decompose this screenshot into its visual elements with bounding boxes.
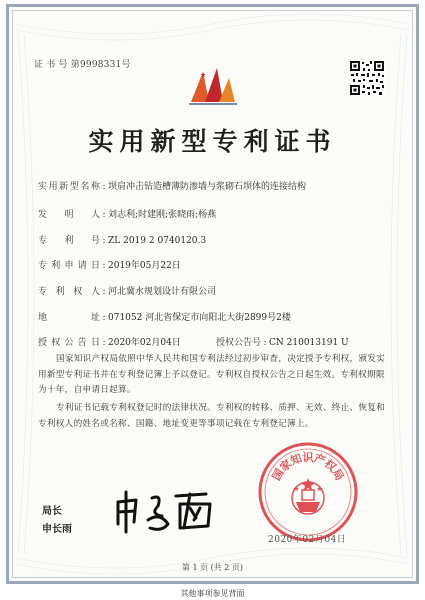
field-grant-date: 授权公告日 : 2020年02月04日 (38, 335, 181, 348)
field-label: 发 明 人 (38, 210, 100, 220)
field-patentee: 专 利 权 人 : 河北冀水规划设计有限公司 (38, 284, 216, 297)
seal-char: 识 (302, 451, 314, 464)
field-value: ZL 2019 2 0740120.3 (108, 236, 207, 246)
qr-code-icon (349, 60, 385, 96)
seal-char: 权 (321, 457, 339, 475)
paragraph-grant-decision: 国家知识产权局依照中华人民共和国专利法经过初步审查，决定授予专利权，颁发实用新型专利证书并在专利登记簿上予以登记。专利权自授权公告之日起生效。专利权期限为十年，自申请日起算。 (38, 354, 386, 395)
page-indicator: 第 1 页 (共 2 页) (181, 563, 244, 572)
svg-text:★: ★ (200, 71, 207, 79)
field-value: 坝肩冲击钻造槽薄防渗墙与浆砌石坝体的连接结构 (108, 182, 307, 192)
certificate-number: 证 书 号 第9998331号 (34, 60, 131, 70)
cnipa-logo-icon (183, 62, 241, 112)
seal-date: 2020年02月04日 (268, 535, 347, 545)
field-value: 2020年02月04日 (108, 338, 181, 348)
field-inventors: 发 明 人 : 刘志利;时建刚;张晓雨;杨燕 (38, 207, 216, 220)
field-value: 刘志利;时建刚;张晓雨;杨燕 (108, 210, 217, 220)
certificate-title: 实用新型专利证书 (88, 127, 337, 156)
field-value: 河北冀水规划设计有限公司 (108, 287, 217, 297)
field-label: 地 址 (38, 313, 100, 323)
field-address: 地 址 : 071052 河北省保定市向阳北大街2899号2楼 (38, 310, 291, 323)
signature-name-label: 申长雨 (42, 524, 72, 535)
field-label: 授权公告号 (216, 338, 262, 348)
official-seal-icon (256, 440, 360, 544)
footer-note: 其他事项参见背面 (180, 589, 245, 598)
field-value: CN 210013191 U (269, 338, 349, 348)
field-label: 专 利 权 人 (38, 287, 100, 297)
seal-char: 产 (312, 451, 328, 468)
seal-char: 家 (277, 457, 295, 475)
signature-title-label: 局长 (42, 506, 62, 517)
field-label: 授权公告日 (38, 338, 100, 348)
field-application-date: 专利申请日 : 2019年05月22日 (38, 258, 181, 271)
field-label: 专 利 号 (38, 236, 100, 246)
field-label: 专利申请日 (38, 261, 100, 271)
seal-char: 国 (269, 466, 287, 483)
field-grant-publication-number: 授权公告号 : CN 210013191 U (216, 338, 349, 348)
field-value: 071052 河北省保定市向阳北大街2899号2楼 (108, 313, 291, 323)
paragraph-legal-status: 专利证书记载专利权登记时的法律状况。专利权的转移、质押、无效、终止、恢复和专利权人的姓名或名称、国籍、地址变更等事项记载在专利登记簿上。 (38, 403, 386, 429)
field-utility-model-name: 实用新型名称 : 坝肩冲击钻造槽薄防渗墙与浆砌石坝体的连接结构 (38, 179, 306, 192)
seal-char: 知 (288, 451, 304, 468)
field-label: 实用新型名称 (38, 182, 100, 192)
handwritten-signature (110, 488, 220, 536)
seal-char: 局 (329, 466, 347, 483)
field-patent-number: 专 利 号 : ZL 2019 2 0740120.3 (38, 233, 206, 246)
field-value: 2019年05月22日 (108, 261, 181, 271)
